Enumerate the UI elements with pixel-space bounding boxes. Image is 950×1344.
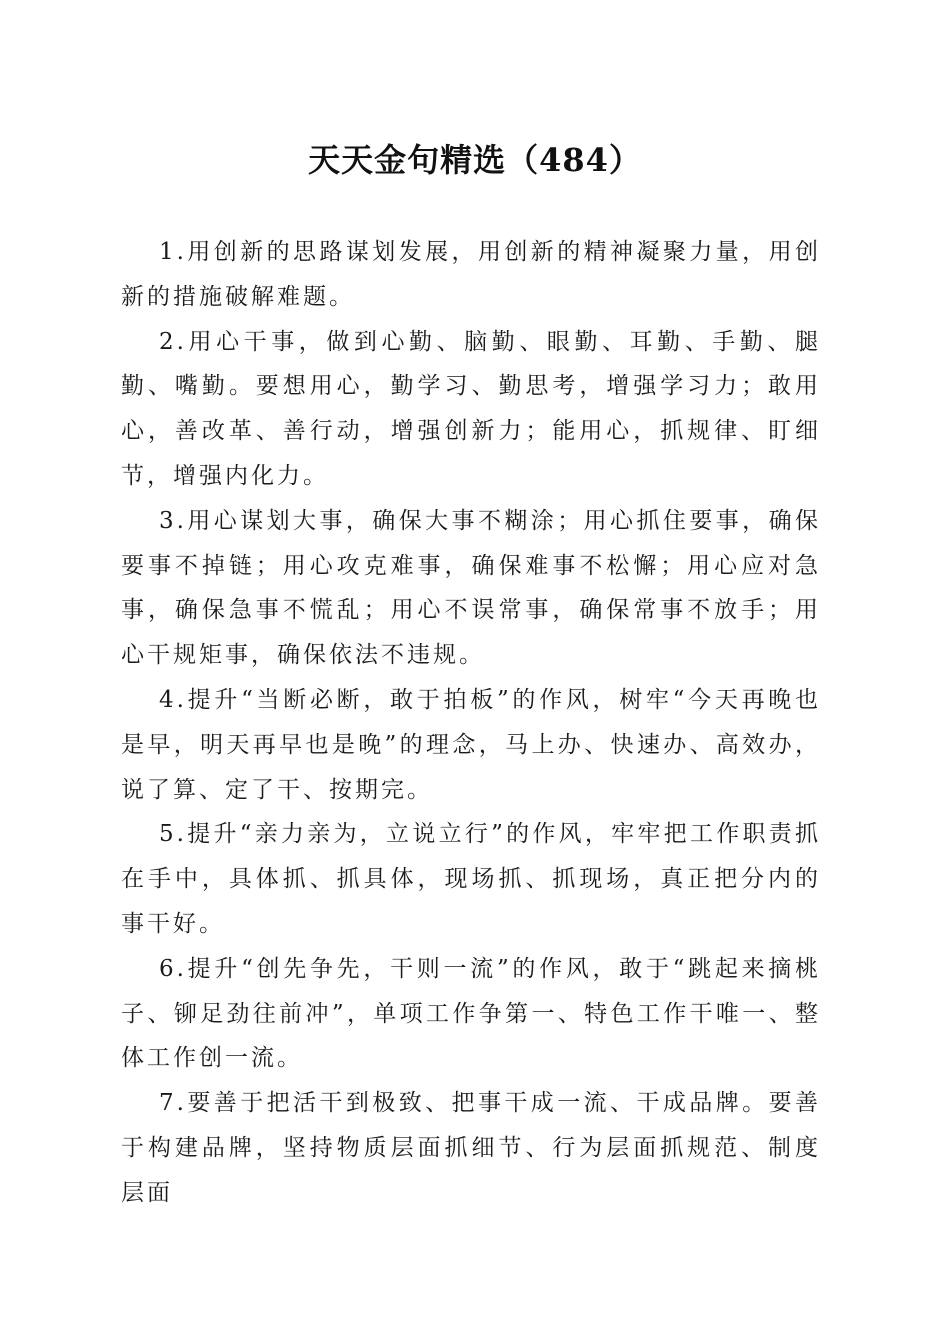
document-title: 天天金句精选（484） xyxy=(308,141,642,179)
paragraph-1: 1.用创新的思路谋划发展，用创新的精神凝聚力量，用创新的措施破解难题。 xyxy=(121,239,821,310)
paragraph-5: 5.提升“亲力亲为，立说立行”的作风，牢牢把工作职责抓在手中，具体抓、抓具体，现场抓、抓现场，真正把分内的事干好。 xyxy=(121,821,821,937)
paragraph-6: 6.提升“创先争先，干则一流”的作风，敢于“跳起来摘桃子、铆足劲往前冲”，单项工作争第一、特色工作干唯一、整体工作创一流。 xyxy=(121,955,821,1072)
paragraph-7: 7.要善于把活干到极致、把事干成一流、干成品牌。要善于构建品牌，坚持物质层面抓细节、行为层面抓规范、制度层面 xyxy=(121,1090,821,1206)
document-body xyxy=(121,230,821,1216)
paragraph-2: 2.用心干事，做到心勤、脑勤、眼勤、耳勤、手勤、腿勤、嘴勤。要想用心，勤学习、勤思考，增强学习力；敢用心，善改革、善行动，增强创新力；能用心，抓规律、盯细节，增强内化力。 xyxy=(121,328,821,489)
paragraph-4: 4.提升“当断必断，敢于拍板”的作风，树牢“今天再晚也是早，明天再早也是晚”的理念，马上办、快速办、高效办，说了算、定了干、按期完。 xyxy=(121,686,821,803)
paragraph-3: 3.用心谋划大事，确保大事不糊涂；用心抓住要事，确保要事不掉链；用心攻克难事，确保难事不松懈；用心应对急事，确保急事不慌乱；用心不误常事，确保常事不放手；用心干规矩事，确保依法不违规。 xyxy=(121,507,821,669)
